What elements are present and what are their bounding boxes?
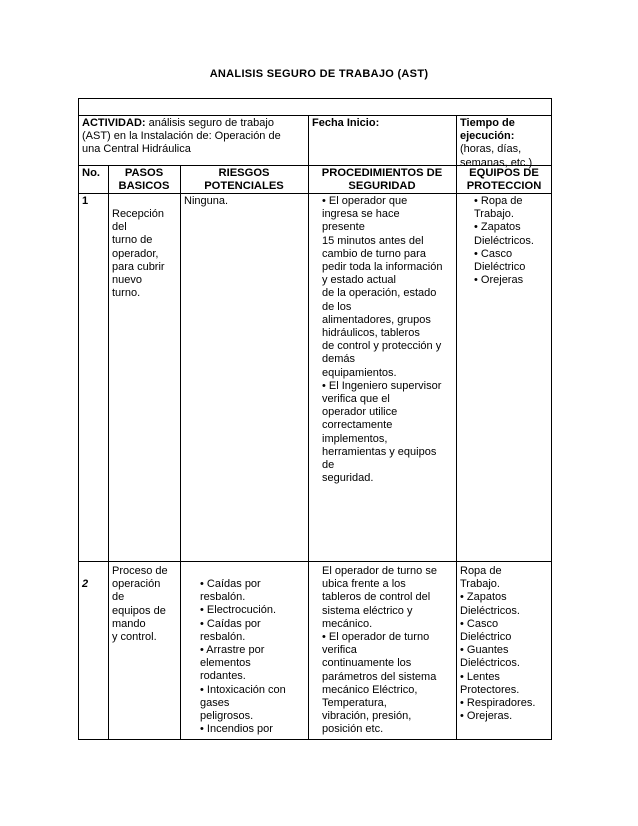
activity-cell <box>82 117 306 157</box>
column-header-no: No. <box>82 167 101 179</box>
row-1-procedures: • El operador que ingresa se hace presente 15 minutos antes del cambio de turno para pedir toda la información y estado actual de la operación, estado de los alimentadores, grupos hidráulicos, tableros de control y protección y demás equipamientos. • El Ingeniero supervisor verifica que el operador utilice correctamente implementos, herramientas y equipos de seguridad. <box>322 195 443 485</box>
row-1-steps: Recepción del turno de operador, para cubrir nuevo turno. <box>112 208 165 300</box>
row-2-procedures: El operador de turno se ubica frente a los tableros de control del sistema eléctrico y mecánico. • El operador de turno verifica continuamente los parámetros del sistema mecánico Eléctrico, Temperatura, vibración, presión, posición etc. <box>322 565 437 736</box>
table-rule <box>78 561 552 562</box>
document-title: ANALISIS SEGURO DE TRABAJO (AST) <box>209 68 429 80</box>
table-rule <box>308 165 309 740</box>
table-rule <box>456 165 457 740</box>
table-rule <box>78 115 552 116</box>
activity-text-3: una Central Hidráulica <box>82 143 191 156</box>
row-1-no: 1 <box>82 195 89 207</box>
exec-time-hint: (horas, días, semanas, etc.) <box>460 143 533 169</box>
row-2-steps: Proceso de operación de equipos de mando y control. <box>112 565 168 644</box>
row-2-risks: • Caídas por resbalón. • Electrocución. • Caídas por resbalón. • Arrastre por elementos rodantes. • Intoxicación con gases peligrosos. • Incendios por <box>200 578 286 736</box>
table-rule <box>108 165 109 740</box>
activity-text-2: (AST) en la Instalación de: Operación de <box>82 130 281 143</box>
column-header-procedures: PROCEDIMIENTOS DE SEGURIDAD <box>321 167 443 193</box>
column-header-equipment: EQUIPOS DE PROTECCION <box>466 167 542 193</box>
exec-time-label: Tiempo de ejecución: <box>460 117 515 143</box>
column-header-risks: RIESGOS POTENCIALES <box>204 167 284 193</box>
row-1-equipment: • Ropa de Trabajo. • Zapatos Dieléctricos. • Casco Dieléctrico • Orejeras <box>474 195 534 287</box>
exec-time-cell <box>460 117 550 170</box>
activity-label: ACTIVIDAD: <box>82 117 146 129</box>
row-2-equipment: Ropa de Trabajo. • Zapatos Dieléctricos. • Casco Dieléctrico • Guantes Dieléctricos. • Lentes Protectores. • Respiradores. • Orejeras. <box>460 565 536 723</box>
table-rule <box>456 115 457 165</box>
start-date-label: Fecha Inicio: <box>312 117 380 129</box>
table-rule <box>180 165 181 740</box>
column-header-steps: PASOS BASICOS <box>118 167 170 193</box>
row-1-risks: Ninguna. <box>184 195 229 207</box>
table-rule <box>308 115 309 165</box>
row-2-no: 2 <box>82 578 89 590</box>
activity-text-1: análisis seguro de trabajo <box>145 117 274 129</box>
